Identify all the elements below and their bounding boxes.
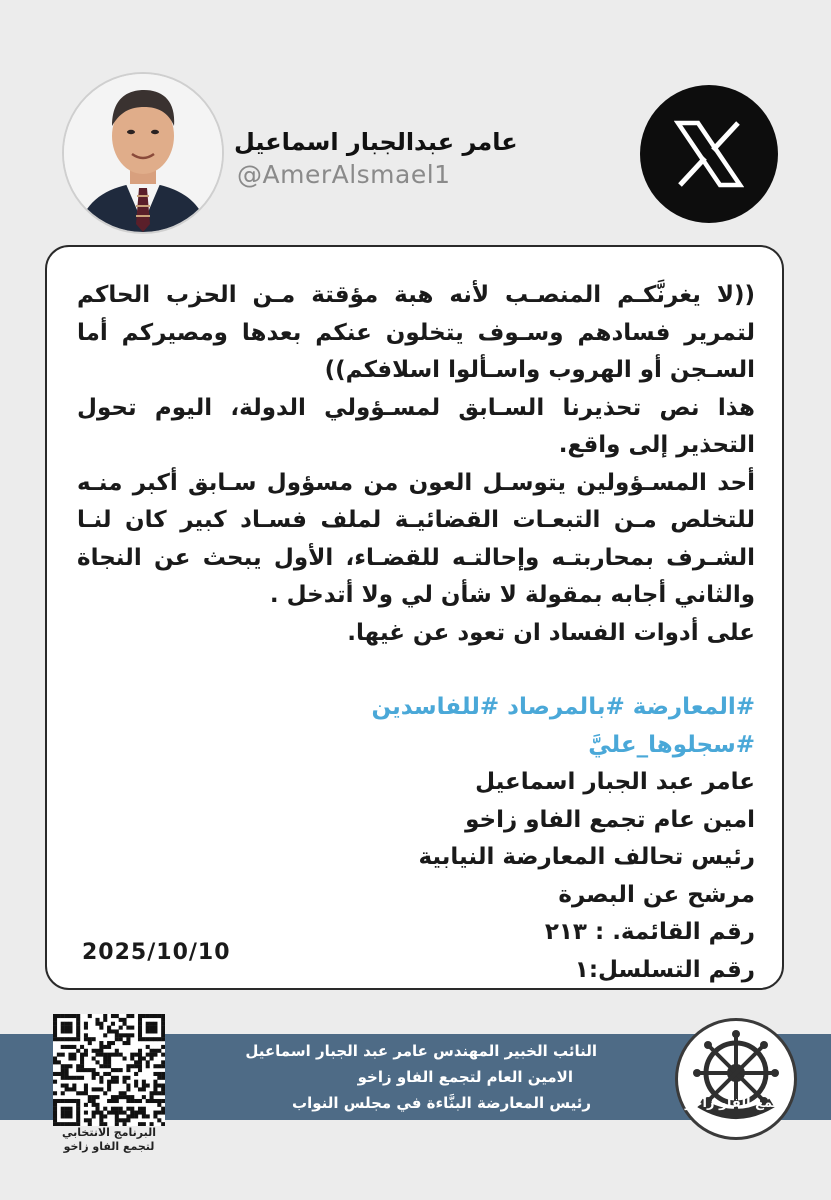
qr-code[interactable] [53, 1014, 165, 1126]
signature-title: مرشح عن البصرة [558, 881, 755, 908]
ship-wheel-icon [678, 1021, 794, 1137]
qr-caption-line: لتجمع الفاو زاخو [63, 1140, 155, 1153]
footer-line: النائب الخبير المهندس عامر عبد الجبار اسماعيل [245, 1042, 597, 1060]
post-paragraph: على أدوات الفساد ان تعود عن غيها. [347, 619, 755, 646]
post-quote: ((لا يغرنَّكـم المنصـب لأنه هبة مؤقتة مـن الحزب الحاكم لتمرير فسادهم وسـوف يتخلون عنكم بعدها ومصيركم أما السـجن أو الهروب واسـألوا اسلافكم)) [77, 282, 755, 383]
post-paragraph: هذا نص تحذيرنا السـابق لمسـؤولي الدولة، اليوم تحول التحذير إلى واقع. [77, 394, 755, 458]
profile-name[interactable]: عامر عبدالجبار اسماعيل [234, 128, 518, 156]
list-number: رقم القائمة. : ٢١٣ [544, 919, 755, 945]
party-emblem-logo [675, 1018, 797, 1140]
footer-line: رئيس المعارضة البنَّاءة في مجلس النواب [292, 1094, 591, 1112]
profile-handle[interactable]: @AmerAlsmael1 [237, 160, 451, 189]
signature-title: رئيس تحالف المعارضة النيابية [418, 844, 755, 870]
portrait-image [64, 74, 222, 232]
footer-text [177, 1038, 597, 1116]
post-paragraph: أحد المسـؤولين يتوسـل العون من مسؤول سـابق أكبر منـه للتخلص مـن التبعـات القضائيـة لملف فسـاد كبير كان لنـا الشـرف بمحاربتـه وإحالتـه للقضـاء، الأول يبحث عن النجاة والثاني أجابه بمقولة لا شأن لي ولا أتدخل . [77, 469, 755, 608]
hashtag-line[interactable]: #سجلوها_عليَّ [588, 731, 755, 758]
signature-title: امين عام تجمع الفاو زاخو [465, 806, 755, 833]
post-body [77, 277, 755, 989]
qr-caption-line: البرنامج الانتخابي [62, 1126, 156, 1139]
post-card [45, 245, 784, 990]
qr-code-icon [53, 1014, 165, 1126]
footer-line: الامين العام لتجمع الفاو زاخو [357, 1068, 573, 1086]
emblem-label: تجمع الفاو زاخو [684, 1096, 788, 1111]
signature-name: عامر عبد الجبار اسماعيل [475, 769, 755, 795]
qr-caption [48, 1126, 170, 1154]
hashtag-line[interactable]: #المعارضة #بالمرصاد #للفاسدين [371, 694, 755, 720]
profile-avatar[interactable] [62, 72, 224, 234]
post-date: 2025/10/10 [82, 940, 231, 965]
x-logo-icon [640, 85, 778, 223]
serial-number: رقم التسلسل:١ [574, 956, 755, 983]
